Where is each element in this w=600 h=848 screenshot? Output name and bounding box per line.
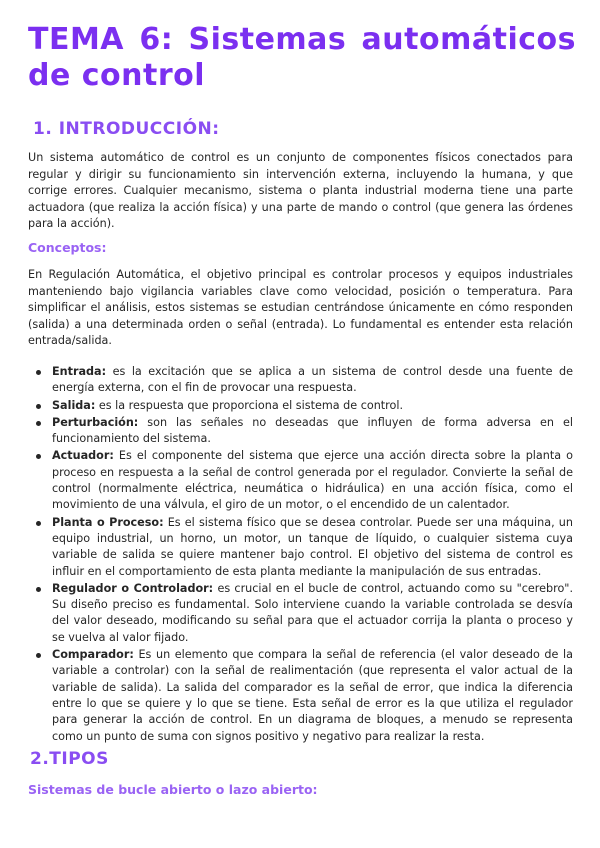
term-definition: Es el sistema físico que se desea controlar. Puede ser una máquina, un equipo industrial, un horno, un motor, un tanque de líquido, o cualquier sistema cuya variable de salida se quiere mantener bajo control. El objetivo del sistema de control es influir en el comportamiento de esta planta mediante la manipulación de sus entradas.: [52, 515, 573, 578]
bullet-icon: [36, 404, 41, 409]
intro-paragraph: Un sistema automático de control es un conjunto de componentes físicos conectados para regular y dirigir su funcionamiento sin intervención externa, incluyendo la humana, y que corrige errores. Cualquier mecanismo, sistema o planta industrial moderna tiene una parte actuadora (que realiza la acción física) y una parte de mando o control (que genera las órdenes para la acción).: [28, 151, 573, 230]
bullet-icon: [36, 421, 41, 426]
section-heading-introduccion: 1. INTRODUCCIÓN:: [33, 119, 220, 139]
subheading-conceptos: Conceptos:: [28, 240, 107, 255]
term-label: Planta o Proceso:: [52, 515, 164, 529]
term-definition: Es un elemento que compara la señal de referencia (el valor deseado de la variable a controlar) con la señal de realimentación (que representa el valor actual de la variable de salida). La salida del comparador es la señal de error, que indica la diferencia entre lo que se quiere y lo que se tiene. Esta señal de error es la que utiliza el regulador para generar la acción de control. En un diagrama de bloques, a menudo se representa como un punto de suma con signos positivo y negativo para realizar la resta.: [52, 648, 573, 743]
term-definition: es crucial en el bucle de control, actuando como su "cerebro". Su diseño preciso es fundamental. Solo interviene cuando la variable controlada se desvía del valor deseado, modificando su señal para que el actuador corrija la planta o proceso y se vuelva al valor fijado.: [52, 581, 574, 644]
term-definition: es la excitación que se aplica a un sistema de control desde una fuente de energía externa, con el fin de provocar una respuesta.: [52, 365, 573, 395]
conceptos-paragraph: En Regulación Automática, el objetivo principal es controlar procesos y equipos industriales manteniendo bajo vigilancia variables clave como velocidad, posición o temperatura. Para simplificar el análisis, estos sistemas se estudian centrándose únicamente en cómo responden (salida) a una determinada orden o señal (entrada). Lo fundamental es entender esta relación entrada/salida.: [28, 268, 573, 347]
bullet-icon: [36, 587, 41, 592]
term-definition: son las señales no deseadas que influyen de forma adversa en el funcionamiento del sistema.: [52, 415, 573, 446]
section-heading-tipos: 2.TIPOS: [30, 749, 109, 769]
term-label: Comparador:: [52, 648, 134, 662]
list-item: [28, 448, 573, 513]
bullet-icon: [36, 653, 41, 658]
list-item: [28, 415, 573, 448]
bullet-icon: [36, 521, 41, 526]
concepts-list: [28, 364, 573, 746]
term-label: Actuador:: [52, 449, 114, 463]
list-item: [28, 647, 573, 745]
subheading-bucle-abierto: Sistemas de bucle abierto o lazo abierto:: [28, 782, 318, 797]
bullet-icon: [36, 454, 41, 459]
list-item: [28, 515, 573, 580]
bullet-icon: [36, 370, 41, 375]
term-definition: es la respuesta que proporciona el sistema de control.: [95, 398, 404, 412]
list-item: [28, 364, 573, 397]
term-definition: Es el componente del sistema que ejerce una acción directa sobre la planta o proceso en respuesta a la señal de control generada por el regulador. Convierte la señal de control (normalmente eléctrica, neumática o hidráulica) en una acción física, como el movimiento de una válvula, el giro de un motor, o el encendido de un calentador.: [52, 449, 573, 512]
list-item: [28, 398, 573, 414]
page-title: TEMA 6: Sistemas automáticos de control: [28, 22, 576, 93]
term-label: Salida:: [52, 398, 96, 412]
term-label: Perturbación:: [52, 415, 139, 429]
term-label: Entrada:: [52, 365, 107, 378]
list-item: [28, 581, 573, 646]
term-label: Regulador o Controlador:: [52, 581, 214, 595]
